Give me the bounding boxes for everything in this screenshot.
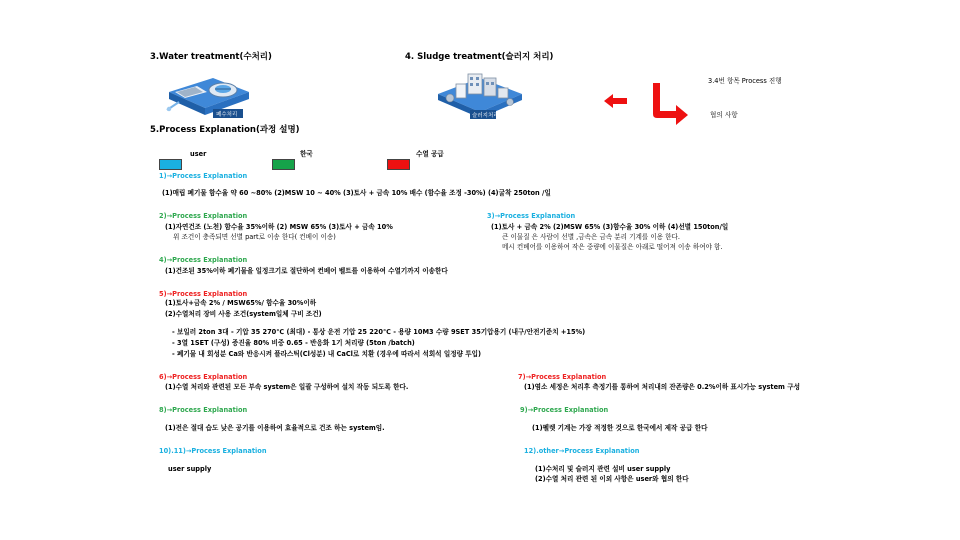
section-5-title: 5)→Process Explanation — [159, 290, 248, 298]
legend-korea-label: 한국 — [300, 150, 313, 158]
sludge-treatment-image — [434, 70, 526, 122]
section-1-text: (1)매립 폐기물 함수율 약 60 ~80% (2)MSW 10 ~ 40% (3)토사 + 금속 10% 배수 (함수율 조정 -30%) (4)굴착 250ton /일 — [162, 189, 551, 197]
section-7-text: (1)염소 세정은 처리후 측정기를 통하여 처리내의 잔존량은 0.2%이하 표시가능 system 구성 — [524, 383, 800, 391]
section-7-title: 7)→Process Explanation — [518, 373, 607, 381]
section-1-title: 1)→Process Explanation — [159, 172, 248, 180]
section-5-line-4: - 3열 1SET (구성) 증진율 80% 비중 0.65 - 반응화 1기 처리량 (5ton /batch) — [172, 339, 415, 347]
section-6-title: 6)→Process Explanation — [159, 373, 248, 381]
discussion-note: 협의 사항 — [710, 111, 738, 119]
section-8-title: 8)→Process Explanation — [159, 406, 248, 414]
section-5-line-2: (2)수열처리 장비 사용 조건(system일체 구비 조건) — [165, 310, 322, 318]
section-12-title: 12).other→Process Explanation — [524, 447, 640, 455]
section-10-11-title: 10).11)→Process Explanation — [159, 447, 267, 455]
section-12-line-2: (2)수열 처리 관련 된 이외 사항은 user와 협의 한다 — [535, 475, 689, 483]
section-2-line-2: 위 조건이 충족되면 선별 part로 이송 한다( 컨베이 이송) — [173, 233, 336, 241]
section-5-line-3: - 보일러 2ton 3대 - 기압 35 270℃ (최대) - 통상 운전 기압 25 220℃ - 용량 10M3 수량 9SET 35기압용기 (내구/안전기준치 +15%) — [172, 328, 586, 336]
section-3-line-3: 메시 컨베어를 이용하여 작은 중량에 이물질은 아래로 떨어져 이송 하여야 함. — [502, 243, 723, 251]
section-6-text: (1)수열 처리와 관련된 모든 부속 system은 일괄 구성하여 설치 작동 되도록 한다. — [165, 383, 409, 391]
u-turn-arrow-icon — [648, 80, 694, 128]
legend-user-swatch — [159, 159, 182, 170]
process-explanation-heading: 5.Process Explanation(과정 설명) — [150, 125, 300, 135]
section-3-line-1: (1)토사 + 금속 2% (2)MSW 65% (3)함수율 30% 이하 (4)선별 150ton/일 — [491, 223, 729, 231]
sludge-treatment-heading: 4. Sludge treatment(슬러지 처리) — [405, 52, 554, 62]
section-4-title: 4)→Process Explanation — [159, 256, 248, 264]
water-treatment-heading: 3.Water treatment(수처리) — [150, 52, 272, 62]
water-treatment-image — [163, 70, 255, 122]
section-9-title: 9)→Process Explanation — [520, 406, 609, 414]
section-10-11-text: user supply — [168, 465, 212, 473]
section-3-line-2: 큰 이물질 은 사람이 선별 ,금속은 금속 분리 기계를 이용 한다. — [502, 233, 681, 241]
section-5-line-1: (1)토사+금속 2% / MSW65%/ 함수율 30%이하 — [165, 299, 317, 307]
legend-supply-label: 수열 공급 — [416, 150, 444, 158]
section-5-line-5: - 폐기물 내 회성분 Ca와 반응시켜 플라스틱(Cl성분) 내 CaCl로 치환 (경우에 따라서 석회석 일정량 투입) — [172, 350, 482, 358]
legend-korea-swatch — [272, 159, 295, 170]
section-9-text: (1)펠렛 기계는 가장 적정한 것으로 한국에서 제작 공급 한다 — [532, 424, 708, 432]
legend-supply-swatch — [387, 159, 410, 170]
section-4-text: (1)건조된 35%이하 폐기물을 일정크기로 절단하여 컨베어 벨트를 이용하여 수열기까지 이송한다 — [165, 267, 448, 275]
process-note: 3.4번 항목 Process 진행 — [708, 77, 782, 85]
legend-user-label: user — [190, 150, 207, 158]
section-2-line-1: (1)자연건조 (노천) 함수율 35%이하 (2) MSW 65% (3)토사 + 금속 10% — [165, 223, 393, 231]
section-8-text: (1)전은 절대 습도 낮은 공기를 이용하여 효율적으로 건조 하는 system임. — [165, 424, 385, 432]
section-3-title: 3)→Process Explanation — [487, 212, 576, 220]
sludge-image-label: 슬러지처리 — [472, 113, 499, 119]
section-2-title: 2)→Process Explanation — [159, 212, 248, 220]
section-12-line-1: (1)수처리 및 슬러지 관련 설비 user supply — [535, 465, 671, 473]
water-image-label: 폐수처리 — [216, 112, 238, 118]
left-arrow-icon — [604, 94, 628, 108]
